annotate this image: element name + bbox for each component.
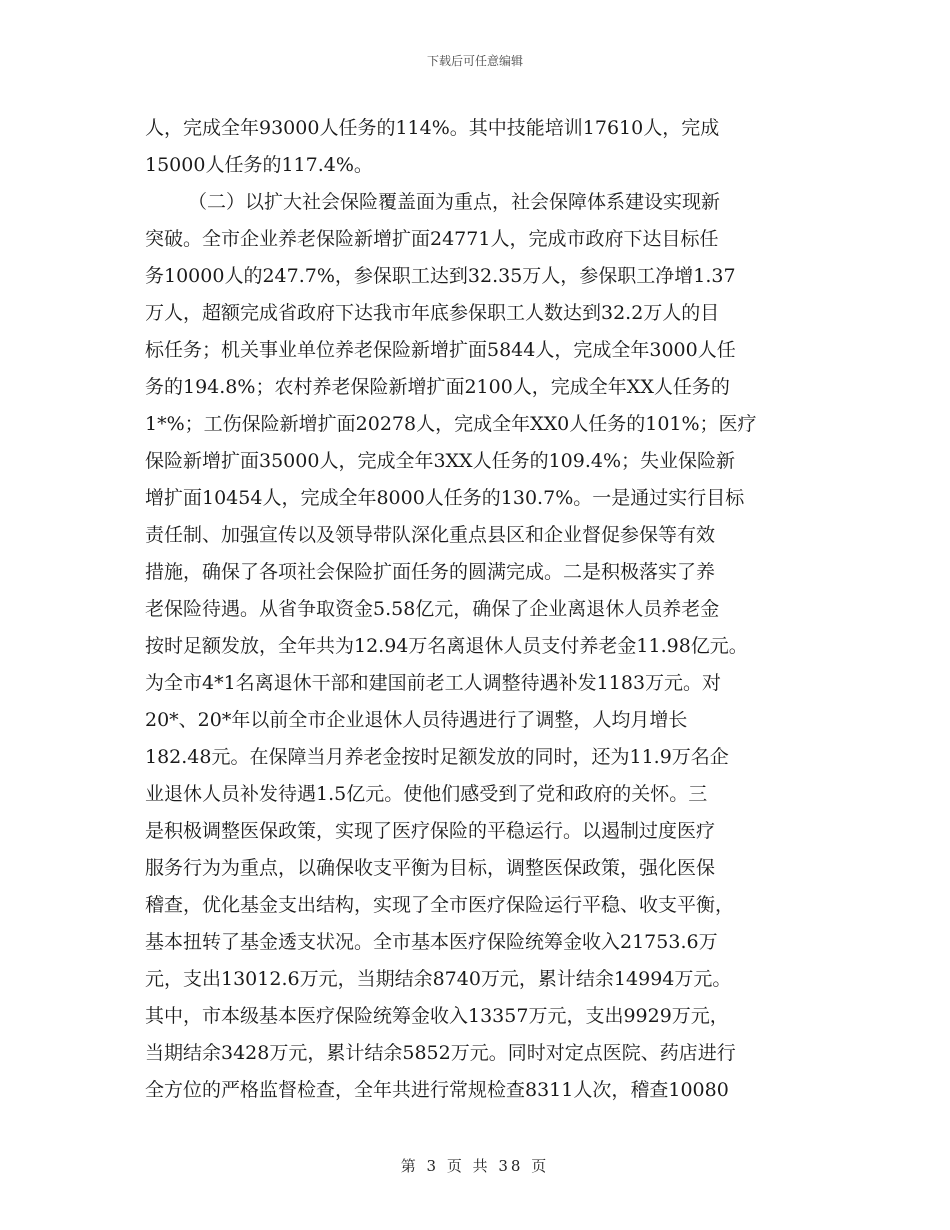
- text-line: 182.48元。在保障当月养老金按时足额发放的同时，还为11.9万名企: [145, 746, 729, 768]
- text-line: 为全市4*1名离退休干部和建国前老工人调整待遇补发1183万元。对: [145, 672, 722, 694]
- page-footer: 第 3 页 共 38 页: [400, 1157, 550, 1175]
- text-line: 标任务；机关事业单位养老保险新增扩面5844人，完成全年3000人任: [145, 339, 736, 361]
- text-line: 突破。全市企业养老保险新增扩面24771人，完成市政府下达目标任: [145, 228, 719, 250]
- text-line: 老保险待遇。从省争取资金5.58亿元，确保了企业离退休人员养老金: [145, 598, 720, 620]
- text-line: 当期结余3428万元，累计结余5852万元。同时对定点医院、药店进行: [145, 1042, 736, 1064]
- text-line: 措施，确保了各项社会保险扩面任务的圆满完成。二是积极落实了养: [145, 561, 716, 583]
- text-line: 20*、20*年以前全市企业退休人员待遇进行了调整，人均月增长: [145, 709, 688, 731]
- text-line: 服务行为为重点，以确保收支平衡为目标，调整医保政策，强化医保: [145, 857, 716, 879]
- text-line: 是积极调整医保政策，实现了医疗保险的平稳运行。以遏制过度医疗: [145, 820, 716, 842]
- text-line: 保险新增扩面35000人，完成全年3XX人任务的109.4%；失业保险新: [145, 450, 736, 472]
- text-line: 按时足额发放，全年共为12.94万名离退休人员支付养老金11.98亿元。: [145, 635, 748, 657]
- text-line: 其中，市本级基本医疗保险统筹金收入13357万元，支出9929万元，: [145, 1005, 729, 1027]
- text-line: 责任制、加强宣传以及领导带队深化重点县区和企业督促参保等有效: [145, 524, 716, 546]
- text-line: 业退休人员补发待遇1.5亿元。使他们感受到了党和政府的关怀。三: [145, 783, 708, 805]
- text-line: 1*%；工伤保险新增扩面20278人，完成全年XX0人任务的101%；医疗: [145, 413, 757, 435]
- text-line: 全方位的严格监督检查，全年共进行常规检查8311人次，稽查10080: [145, 1079, 729, 1101]
- text-line: 元，支出13012.6万元，当期结余8740万元，累计结余14994万元。: [145, 968, 732, 990]
- text-line: 15000人任务的117.4%。: [145, 154, 373, 176]
- text-line: 万人，超额完成省政府下达我市年底参保职工人数达到32.2万人的目: [145, 302, 720, 324]
- section-heading-line: （二）以扩大社会保险覆盖面为重点，社会保障体系建设实现新: [188, 191, 721, 213]
- text-line: 务10000人的247.7%，参保职工达到32.35万人，参保职工净增1.37: [145, 265, 736, 287]
- text-line: 稽查，优化基金支出结构，实现了全市医疗保险运行平稳、收支平衡，: [145, 894, 735, 916]
- text-line: 人，完成全年93000人任务的114%。其中技能培训17610人，完成: [145, 117, 720, 139]
- text-line: 基本扭转了基金透支状况。全市基本医疗保险统筹金收入21753.6万: [145, 931, 718, 953]
- text-line: 增扩面10454人，完成全年8000人任务的130.7%。一是通过实行目标: [145, 487, 745, 509]
- text-line: 务的194.8%；农村养老保险新增扩面2100人，完成全年XX人任务的: [145, 376, 730, 398]
- page-header: 下载后可任意编辑: [426, 54, 523, 68]
